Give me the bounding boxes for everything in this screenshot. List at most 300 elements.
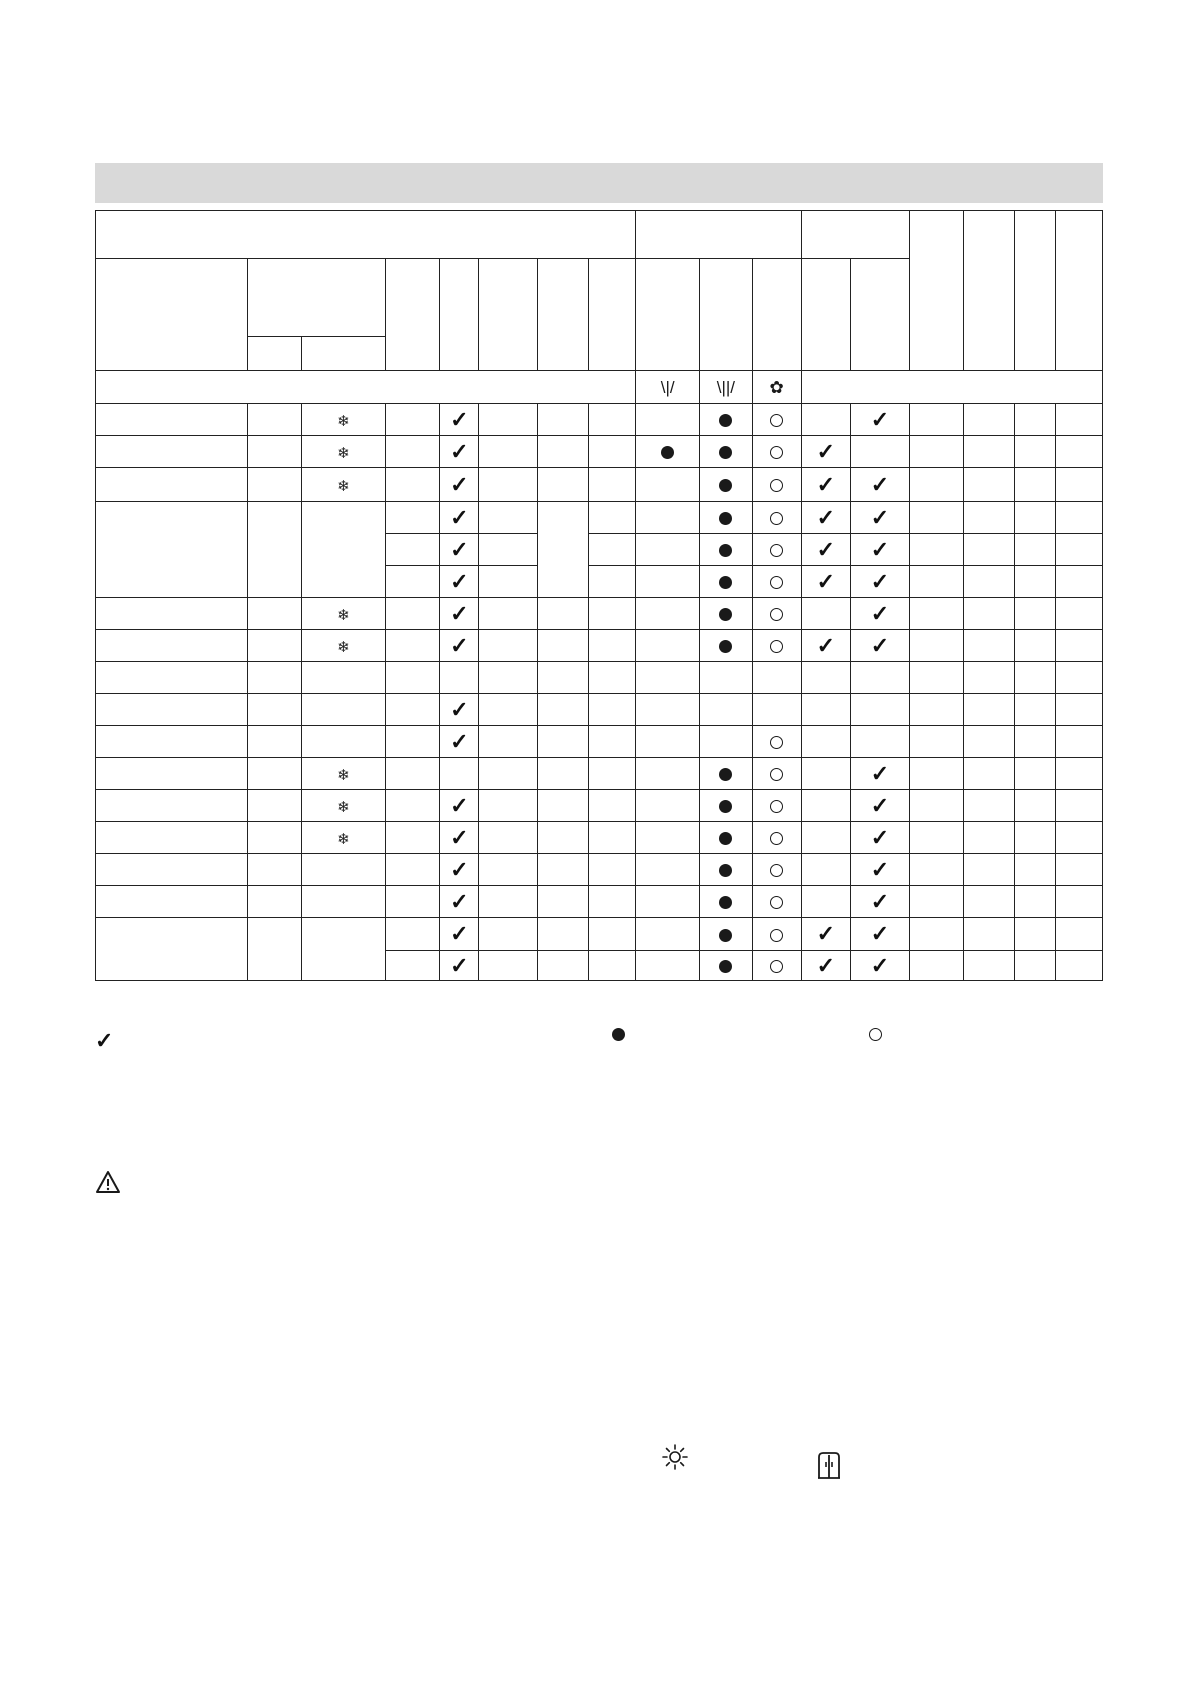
cell-c4 — [386, 790, 440, 822]
table-row — [96, 630, 1103, 662]
empty-circle-icon — [770, 800, 783, 813]
section-header-banner — [95, 163, 1103, 203]
cell-c6 — [479, 758, 537, 790]
table-row — [96, 918, 1103, 951]
cell-c9 — [636, 404, 700, 436]
cell-c6 — [479, 468, 537, 502]
empty-circle-icon — [770, 832, 783, 845]
cell-c17 — [1055, 630, 1102, 662]
check-icon: ✓ — [870, 824, 890, 850]
cell-c11 — [752, 662, 801, 694]
filled-dot-icon — [719, 608, 732, 621]
cell-name — [96, 854, 248, 886]
snowflake-icon: ❄ — [337, 638, 350, 656]
cell-c13 — [850, 436, 909, 468]
cell-c14 — [910, 822, 964, 854]
cell-c14 — [910, 566, 964, 598]
legend-dot — [612, 1028, 625, 1041]
cell-c5 — [440, 758, 479, 790]
snowflake-icon: ❄ — [337, 830, 350, 848]
cell-c4 — [386, 886, 440, 918]
empty-circle-icon — [770, 512, 783, 525]
cell-sub2 — [301, 726, 385, 758]
cell-c13 — [850, 790, 909, 822]
cell-c15 — [964, 854, 1014, 886]
cell-sub1 — [247, 436, 301, 468]
cell-c16 — [1014, 404, 1055, 436]
cell-c5 — [440, 822, 479, 854]
cell-c7 — [537, 468, 588, 502]
filled-dot-icon — [719, 864, 732, 877]
cell-sub1 — [247, 502, 301, 598]
cell-c11 — [752, 726, 801, 758]
cell-c8 — [588, 790, 635, 822]
snowflake-icon: ❄ — [337, 606, 350, 624]
cell-c6 — [479, 854, 537, 886]
cell-c11 — [752, 436, 801, 468]
check-icon: ✓ — [870, 600, 890, 626]
cell-sub2 — [301, 436, 385, 468]
cell-sub2 — [301, 598, 385, 630]
cell-c8 — [588, 951, 635, 981]
cell-c4 — [386, 468, 440, 502]
cell-c8 — [588, 854, 635, 886]
cell-c6 — [479, 886, 537, 918]
empty-circle-icon — [770, 768, 783, 781]
cell-c4 — [386, 662, 440, 694]
cell-c13 — [850, 854, 909, 886]
cell-c5 — [440, 854, 479, 886]
cell-c17 — [1055, 534, 1102, 566]
cell-c10 — [700, 790, 752, 822]
cell-sub1 — [247, 630, 301, 662]
snowflake-icon: ❄ — [337, 766, 350, 784]
cell-c11 — [752, 630, 801, 662]
cell-c12 — [801, 566, 850, 598]
cell-c10 — [700, 468, 752, 502]
cell-c6 — [479, 918, 537, 951]
cell-c14 — [910, 662, 964, 694]
cell-c16 — [1014, 918, 1055, 951]
cell-c12 — [801, 886, 850, 918]
cell-c14 — [910, 694, 964, 726]
cell-c12 — [801, 822, 850, 854]
cell-c16 — [1014, 566, 1055, 598]
filled-dot-icon — [719, 414, 732, 427]
cell-c12 — [801, 502, 850, 534]
cell-c15 — [964, 758, 1014, 790]
check-icon: ✓ — [870, 406, 890, 432]
cell-c7 — [537, 694, 588, 726]
cell-c17 — [1055, 436, 1102, 468]
cell-c5 — [440, 502, 479, 534]
header-cell-name — [96, 259, 248, 371]
fridge-door-icon — [817, 1451, 841, 1479]
cell-c7 — [537, 886, 588, 918]
cell-c9 — [636, 502, 700, 534]
empty-circle-icon — [770, 640, 783, 653]
cell-sub1 — [247, 598, 301, 630]
cell-c8 — [588, 468, 635, 502]
cell-c12 — [801, 662, 850, 694]
cell-c5 — [440, 534, 479, 566]
cell-sub2 — [301, 694, 385, 726]
cell-c16 — [1014, 468, 1055, 502]
cell-c8 — [588, 662, 635, 694]
check-icon: ✓ — [450, 696, 469, 722]
check-icon: ✓ — [870, 536, 890, 562]
cell-c5 — [440, 630, 479, 662]
check-icon: ✓ — [870, 504, 890, 530]
cell-c4 — [386, 534, 440, 566]
check-icon: ✓ — [816, 471, 836, 497]
check-icon: ✓ — [870, 921, 890, 946]
header-cell-c9 — [636, 259, 700, 371]
cell-name — [96, 502, 248, 598]
cell-name — [96, 758, 248, 790]
cell-c11 — [752, 790, 801, 822]
filled-dot-icon — [719, 544, 732, 557]
cell-sub1 — [247, 822, 301, 854]
cell-c10 — [700, 951, 752, 981]
empty-circle-icon — [770, 736, 783, 749]
check-icon: ✓ — [95, 1028, 114, 1053]
cell-c7 — [537, 630, 588, 662]
filled-dot-icon — [612, 1028, 625, 1041]
cell-c10 — [700, 502, 752, 534]
cell-c6 — [479, 566, 537, 598]
cell-c17 — [1055, 662, 1102, 694]
cell-c11 — [752, 886, 801, 918]
flower-icon: ✿ — [752, 371, 801, 404]
check-icon: ✓ — [816, 536, 836, 562]
cell-sub1 — [247, 662, 301, 694]
cell-sub1 — [247, 468, 301, 502]
cell-c14 — [910, 790, 964, 822]
cell-c11 — [752, 404, 801, 436]
cell-c11 — [752, 598, 801, 630]
header-cell-sub2 — [301, 337, 385, 371]
cell-c4 — [386, 951, 440, 981]
cell-c8 — [588, 694, 635, 726]
cell-c14 — [910, 468, 964, 502]
check-icon: ✓ — [816, 504, 836, 530]
filled-dot-icon — [719, 896, 732, 909]
table-row — [96, 822, 1103, 854]
cell-sub2 — [301, 502, 385, 598]
cell-c16 — [1014, 726, 1055, 758]
cell-sub2 — [301, 758, 385, 790]
legend-ring — [869, 1028, 882, 1041]
cell-c13 — [850, 822, 909, 854]
cell-c17 — [1055, 951, 1102, 981]
cell-c12 — [801, 854, 850, 886]
check-icon: ✓ — [450, 792, 469, 818]
cell-c17 — [1055, 854, 1102, 886]
cell-c7 — [537, 822, 588, 854]
cell-c10 — [700, 436, 752, 468]
cell-c8 — [588, 502, 635, 534]
header-cell-c10 — [700, 259, 752, 371]
cell-c4 — [386, 436, 440, 468]
cell-c9 — [636, 598, 700, 630]
check-icon: ✓ — [816, 921, 836, 946]
cell-c17 — [1055, 918, 1102, 951]
check-icon: ✓ — [816, 568, 836, 594]
cell-c4 — [386, 694, 440, 726]
bowl-two-icon: \||/ — [700, 371, 752, 404]
cell-c12 — [801, 630, 850, 662]
cell-c14 — [910, 951, 964, 981]
cell-c5 — [440, 598, 479, 630]
program-table — [95, 210, 1103, 981]
cell-c9 — [636, 566, 700, 598]
header-cell-c11 — [752, 259, 801, 371]
cell-c11 — [752, 758, 801, 790]
cell-c9 — [636, 951, 700, 981]
check-icon: ✓ — [450, 952, 469, 978]
cell-c7 — [537, 790, 588, 822]
cell-c9 — [636, 468, 700, 502]
cell-c5 — [440, 918, 479, 951]
cell-c4 — [386, 726, 440, 758]
cell-sub2 — [301, 854, 385, 886]
cell-name — [96, 662, 248, 694]
cell-c10 — [700, 854, 752, 886]
cell-sub1 — [247, 886, 301, 918]
cell-c13 — [850, 886, 909, 918]
cell-c15 — [964, 790, 1014, 822]
header-cell-col16 — [1014, 211, 1055, 371]
check-icon: ✓ — [870, 471, 890, 497]
warning-triangle-icon — [95, 1170, 121, 1194]
filled-dot-icon — [719, 800, 732, 813]
cell-sub1 — [247, 404, 301, 436]
check-icon: ✓ — [870, 888, 890, 914]
empty-circle-icon — [770, 608, 783, 621]
cell-c5 — [440, 662, 479, 694]
header-cell-c5 — [440, 259, 479, 371]
cell-c6 — [479, 436, 537, 468]
cell-c6 — [479, 790, 537, 822]
cell-c10 — [700, 566, 752, 598]
cell-c5 — [440, 951, 479, 981]
cell-c8 — [588, 436, 635, 468]
cell-c14 — [910, 854, 964, 886]
cell-c12 — [801, 534, 850, 566]
cell-c6 — [479, 630, 537, 662]
icon-row — [96, 371, 1103, 404]
cell-c17 — [1055, 598, 1102, 630]
cell-c14 — [910, 404, 964, 436]
cell-sub1 — [247, 726, 301, 758]
cell-c5 — [440, 468, 479, 502]
table-row — [96, 726, 1103, 758]
cell-sub2 — [301, 468, 385, 502]
cell-name — [96, 598, 248, 630]
table-row — [96, 790, 1103, 822]
cell-c11 — [752, 822, 801, 854]
cell-c8 — [588, 566, 635, 598]
cell-c6 — [479, 534, 537, 566]
check-icon: ✓ — [450, 728, 469, 754]
cell-c7 — [537, 502, 588, 598]
filled-dot-icon — [719, 768, 732, 781]
check-icon: ✓ — [816, 438, 836, 464]
table-row — [96, 662, 1103, 694]
cell-c6 — [479, 502, 537, 534]
empty-circle-icon — [770, 864, 783, 877]
table-row — [96, 468, 1103, 502]
cell-c14 — [910, 502, 964, 534]
cell-c7 — [537, 662, 588, 694]
check-icon: ✓ — [870, 760, 890, 786]
cell-c9 — [636, 726, 700, 758]
cell-c16 — [1014, 790, 1055, 822]
table-row — [96, 502, 1103, 534]
check-icon: ✓ — [450, 438, 469, 464]
cell-c9 — [636, 790, 700, 822]
empty-circle-icon — [770, 479, 783, 492]
cell-c15 — [964, 694, 1014, 726]
table-row — [96, 758, 1103, 790]
cell-c17 — [1055, 886, 1102, 918]
cell-sub2 — [301, 662, 385, 694]
check-icon: ✓ — [450, 856, 469, 882]
cell-c6 — [479, 694, 537, 726]
legend-check — [95, 1028, 113, 1054]
check-icon: ✓ — [450, 568, 469, 594]
snowflake-icon: ❄ — [337, 444, 350, 462]
cell-c4 — [386, 404, 440, 436]
sun-icon — [661, 1443, 689, 1471]
cell-c5 — [440, 790, 479, 822]
cell-c4 — [386, 918, 440, 951]
header-cell-c4 — [386, 259, 440, 371]
cell-name — [96, 468, 248, 502]
cell-c14 — [910, 758, 964, 790]
table-row — [96, 404, 1103, 436]
header-cell-main — [96, 211, 636, 259]
cell-c17 — [1055, 694, 1102, 726]
cell-sub2 — [301, 404, 385, 436]
cell-c9 — [636, 822, 700, 854]
cell-c8 — [588, 598, 635, 630]
table-row — [96, 854, 1103, 886]
cell-sub2 — [301, 886, 385, 918]
cell-c8 — [588, 404, 635, 436]
empty-circle-icon — [869, 1028, 882, 1041]
cell-c7 — [537, 404, 588, 436]
cell-c10 — [700, 630, 752, 662]
cell-c5 — [440, 404, 479, 436]
cell-c15 — [964, 726, 1014, 758]
cell-c12 — [801, 598, 850, 630]
cell-c14 — [910, 534, 964, 566]
cell-name — [96, 790, 248, 822]
cell-c15 — [964, 630, 1014, 662]
cell-c8 — [588, 726, 635, 758]
cell-c15 — [964, 566, 1014, 598]
cell-c4 — [386, 630, 440, 662]
cell-c10 — [700, 694, 752, 726]
empty-circle-icon — [770, 576, 783, 589]
cell-c12 — [801, 436, 850, 468]
check-icon: ✓ — [870, 952, 890, 978]
cell-c5 — [440, 566, 479, 598]
snowflake-icon: ❄ — [337, 477, 350, 495]
filled-dot-icon — [661, 446, 674, 459]
check-icon: ✓ — [450, 888, 469, 914]
filled-dot-icon — [719, 640, 732, 653]
header-row-1 — [96, 211, 1103, 259]
cell-sub1 — [247, 694, 301, 726]
filled-dot-icon — [719, 960, 732, 973]
cell-c9 — [636, 662, 700, 694]
cell-c12 — [801, 404, 850, 436]
cell-c12 — [801, 951, 850, 981]
cell-sub1 — [247, 918, 301, 981]
check-icon: ✓ — [870, 568, 890, 594]
cell-sub1 — [247, 758, 301, 790]
cell-c15 — [964, 436, 1014, 468]
filled-dot-icon — [719, 832, 732, 845]
cell-c8 — [588, 630, 635, 662]
cell-c14 — [910, 726, 964, 758]
cell-c17 — [1055, 404, 1102, 436]
cell-c8 — [588, 758, 635, 790]
cell-c16 — [1014, 630, 1055, 662]
cell-c9 — [636, 694, 700, 726]
cell-c10 — [700, 534, 752, 566]
header-cell-col17 — [1055, 211, 1102, 371]
cell-c10 — [700, 758, 752, 790]
table-row — [96, 886, 1103, 918]
cell-c8 — [588, 822, 635, 854]
filled-dot-icon — [719, 576, 732, 589]
cell-c16 — [1014, 502, 1055, 534]
cell-c17 — [1055, 790, 1102, 822]
cell-c15 — [964, 598, 1014, 630]
cell-c17 — [1055, 822, 1102, 854]
cell-c10 — [700, 662, 752, 694]
cell-c17 — [1055, 468, 1102, 502]
cell-c12 — [801, 726, 850, 758]
cell-c5 — [440, 436, 479, 468]
check-icon: ✓ — [870, 632, 890, 658]
cell-c6 — [479, 662, 537, 694]
empty-circle-icon — [770, 414, 783, 427]
check-icon: ✓ — [450, 921, 469, 946]
cell-c14 — [910, 598, 964, 630]
cell-c11 — [752, 468, 801, 502]
cell-sub1 — [247, 790, 301, 822]
cell-c14 — [910, 918, 964, 951]
filled-dot-icon — [719, 479, 732, 492]
cell-c16 — [1014, 662, 1055, 694]
table-row — [96, 436, 1103, 468]
header-cell-c12 — [801, 259, 850, 371]
cell-c10 — [700, 404, 752, 436]
snowflake-icon: ❄ — [337, 412, 350, 430]
cell-c11 — [752, 694, 801, 726]
cell-c7 — [537, 854, 588, 886]
cell-c10 — [700, 918, 752, 951]
cell-c15 — [964, 662, 1014, 694]
cell-c10 — [700, 822, 752, 854]
header-cell-c7 — [537, 259, 588, 371]
cell-sub2 — [301, 790, 385, 822]
